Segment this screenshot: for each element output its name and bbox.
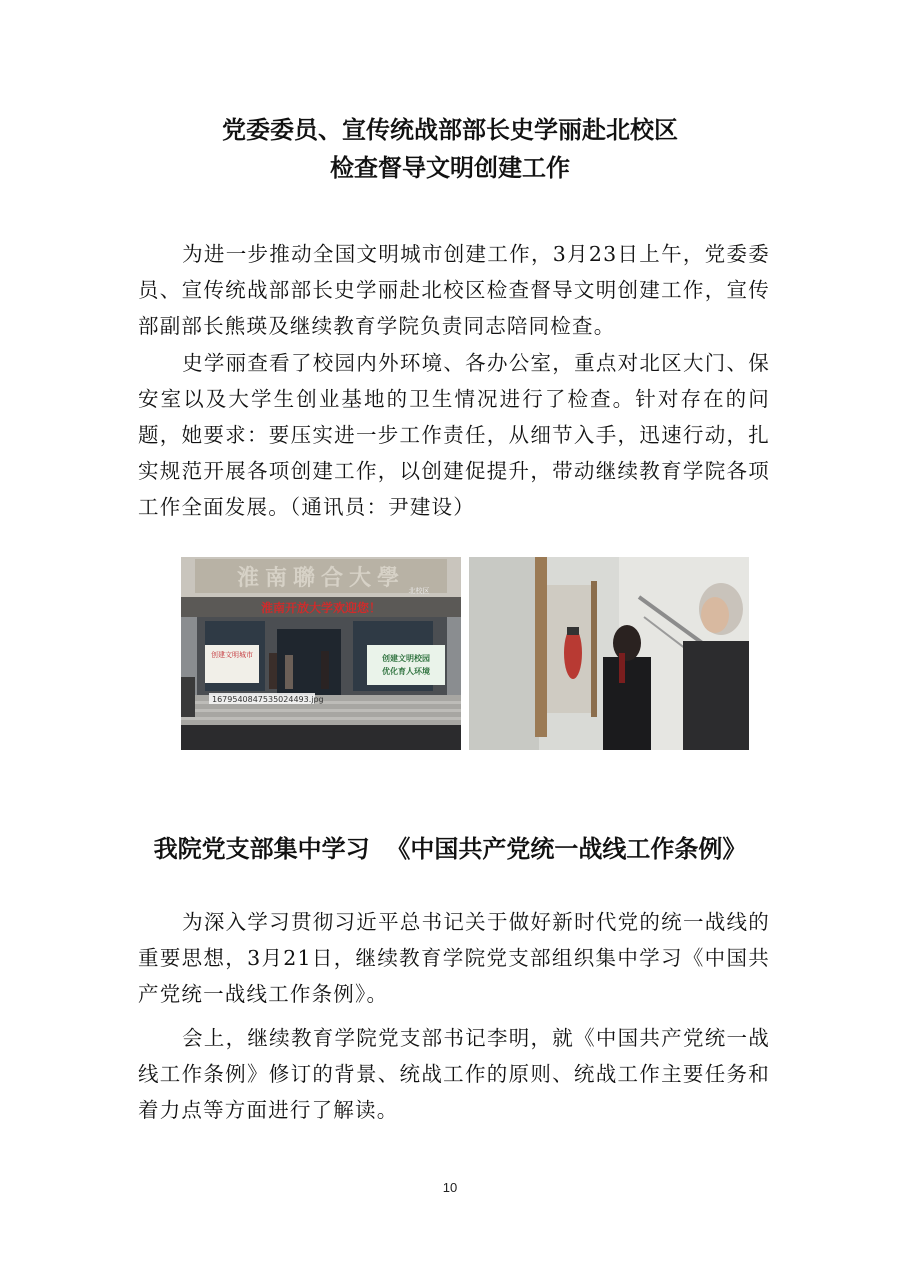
page-number: 10 — [442, 1180, 458, 1195]
building-sign-text: 淮南聯合大學 — [236, 565, 406, 591]
article2-paragraph1-text: 为深入学习贯彻习近平总书记关于做好新时代党的统一战线的重要思想，3月21日，继续教育学院党支部组织集中学习《中国共产党统一战线工作条例》。 — [138, 910, 770, 1006]
article1-title-line1: 党委委员、宣传统战部部长史学丽赴北校区 — [222, 116, 678, 144]
article2-paragraph2-text: 会上，继续教育学院党支部书记李明，就《中国共产党统一战线工作条例》修订的背景、统战工作的原则、统战工作主要任务和着力点等方面进行了解读。 — [138, 1026, 770, 1122]
article1-paragraph1-text: 为进一步推动全国文明城市创建工作，3月23日上午，党委委员、宣传统战部部长史学丽赴北校区检查督导文明创建工作，宣传部副部长熊瑛及继续教育学院负责同志陪同检查。 — [138, 242, 770, 338]
welcome-banner-text: 淮南开放大学欢迎您！ — [260, 601, 382, 615]
article1-title-line2: 检查督导文明创建工作 — [330, 154, 570, 182]
image-filename-text: 1679540847535024493.jpg — [212, 695, 324, 704]
campus-label-text: 北校区 — [408, 587, 430, 595]
campus-gate-photo — [181, 557, 461, 750]
article2-paragraph1 — [138, 904, 770, 1012]
article2-title: 我院党支部集中学习 《中国共产党统一战线工作条例》 — [153, 835, 747, 863]
article1-paragraph2-text: 史学丽查看了校园内外环境、各办公室，重点对北区大门、保安室以及大学生创业基地的卫生情况进行了检查。针对存在的问题，她要求：要压实进一步工作责任，从细节入手，迅速行动，扎实规范开展各项创建工作，以创建促提升，带动继续教育学院各项工作全面发展。（通讯员：尹建设） — [138, 351, 770, 519]
right-board-line2: 优化育人环境 — [382, 667, 430, 676]
article2-paragraph2 — [138, 1020, 770, 1128]
article1-paragraph1 — [138, 236, 770, 344]
article1-paragraph2 — [138, 345, 770, 525]
right-board-line1: 创建文明校园 — [382, 654, 430, 663]
inspection-photo — [469, 557, 749, 750]
left-board-text: 创建文明城市 — [211, 651, 253, 659]
article1-title — [0, 111, 900, 187]
